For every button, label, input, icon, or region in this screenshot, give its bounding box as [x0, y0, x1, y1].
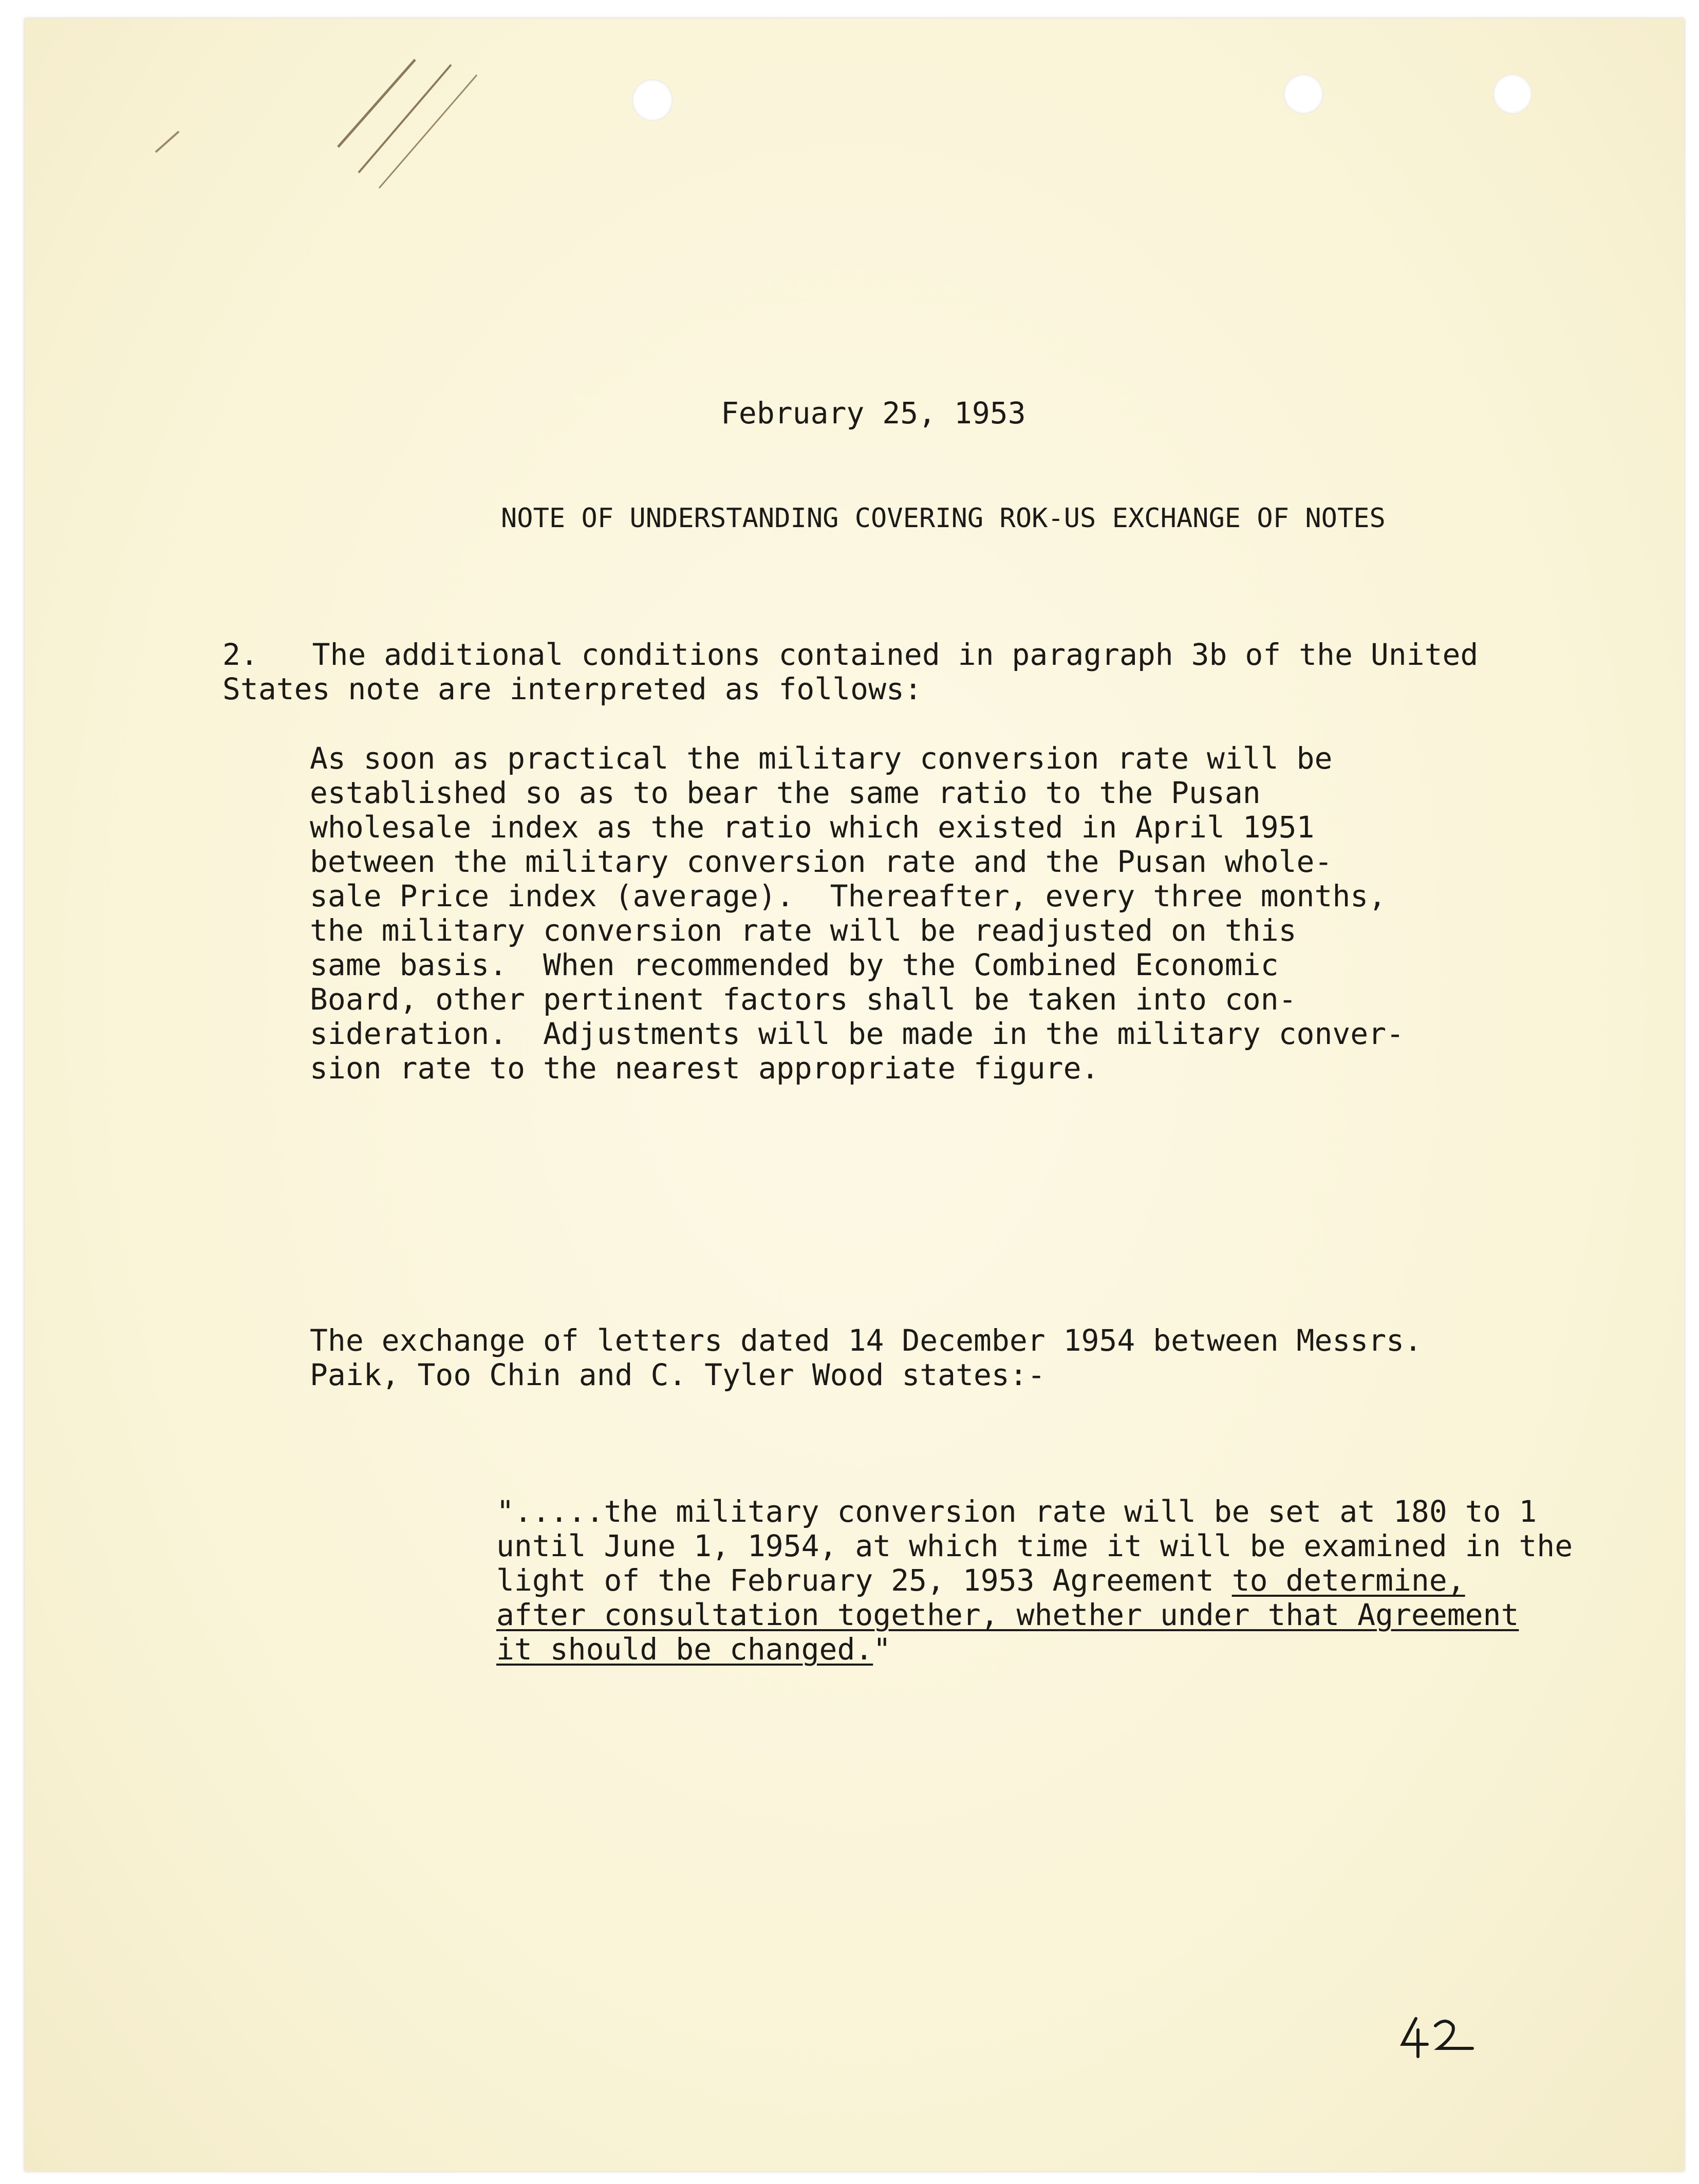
quotation-line	[496, 1632, 1573, 1667]
pencil-marks	[25, 18, 1684, 234]
paragraph-line: Board, other pertinent factors shall be taken into con-	[310, 982, 1297, 1017]
quotation-text: light of the February 25, 1953 Agreement	[496, 1563, 1232, 1598]
quotation-line	[496, 1563, 1573, 1598]
paragraph-line: established so as to bear the same ratio to the Pusan	[310, 775, 1261, 810]
quotation-line	[496, 1598, 1573, 1632]
document-date: February 25, 1953	[721, 396, 1026, 431]
handwritten-page-number	[1395, 2014, 1483, 2061]
underlined-text: to determine,	[1231, 1563, 1465, 1598]
underlined-text: it should be changed.	[496, 1632, 873, 1667]
quotation-line: until June 1, 1954, at which time it will be examined in the	[496, 1528, 1573, 1563]
letters-intro	[310, 1323, 1422, 1392]
interpretation-block	[310, 741, 1404, 1086]
paragraph-line: States note are interpreted as follows:	[222, 671, 922, 706]
paragraph-line: 2. The additional conditions contained in paragraph 3b of the United	[222, 637, 1479, 672]
paragraph-line: same basis. When recommended by the Combined Economic	[310, 947, 1279, 982]
paragraph-2	[222, 638, 1478, 706]
paragraph-line: sale Price index (average). Thereafter, every three months,	[310, 879, 1387, 913]
closing-quote: "	[873, 1632, 891, 1667]
paragraph-line: sion rate to the nearest appropriate figure.	[310, 1051, 1099, 1086]
paragraph-line: wholesale index as the ratio which existed in April 1951	[310, 810, 1315, 845]
document-page	[25, 18, 1684, 2171]
quotation-block	[496, 1495, 1573, 1667]
paragraph-line: sideration. Adjustments will be made in the military conver-	[310, 1016, 1405, 1051]
quotation-line: ".....the military conversion rate will be set at 180 to 1	[496, 1494, 1537, 1529]
paragraph-line: Paik, Too Chin and C. Tyler Wood states:-	[310, 1357, 1045, 1392]
document-heading: NOTE OF UNDERSTANDING COVERING ROK-US EXCHANGE OF NOTES	[501, 503, 1386, 534]
paragraph-line: between the military conversion rate and the Pusan whole-	[310, 844, 1333, 879]
paragraph-line: the military conversion rate will be readjusted on this	[310, 913, 1297, 948]
paragraph-line: The exchange of letters dated 14 December 1954 between Messrs.	[310, 1323, 1422, 1358]
underlined-text: after consultation together, whether under that Agreement	[496, 1597, 1519, 1632]
paragraph-line: As soon as practical the military conversion rate will be	[310, 741, 1333, 776]
